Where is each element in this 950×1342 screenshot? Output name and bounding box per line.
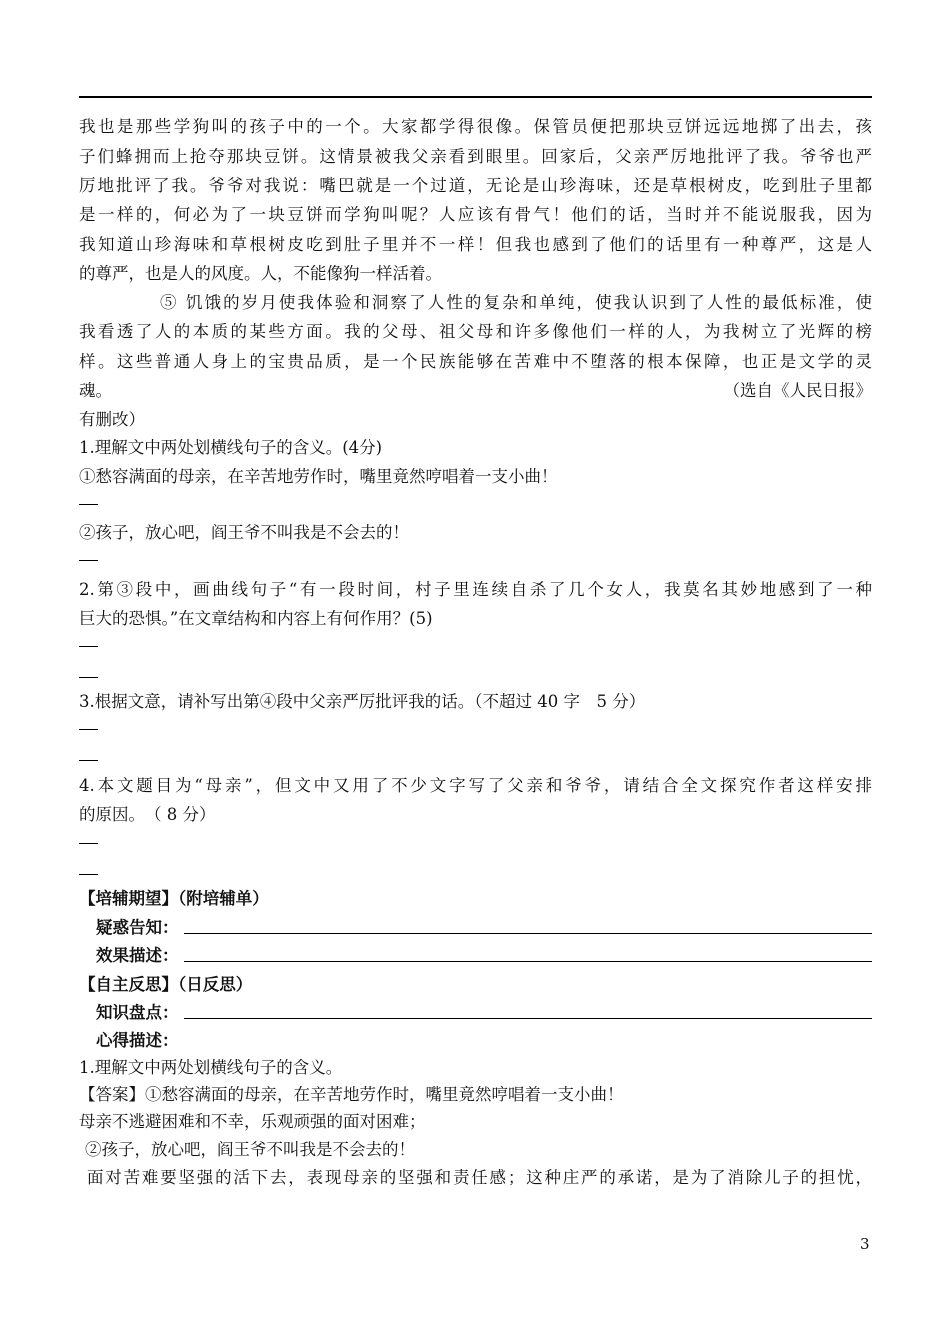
effect-label: 效果描述： — [96, 946, 179, 965]
answer-line[interactable] — [79, 646, 98, 647]
passage-line: 厉地批评了我。爷爷对我说：嘴巴就是一个过道，无论是山珍海味，还是草根树皮，吃到肚子里都 — [79, 176, 872, 195]
passage-line: 我看透了人的本质的某些方面。我的父母、祖父母和许多像他们一样的人，为我树立了光辉的榜 — [79, 322, 872, 341]
passage-line: 是一样的，何必为了一块豆饼而学狗叫呢？人应该有骨气！他们的话，当时并不能说服我，因为 — [79, 205, 872, 224]
insight-label: 心得描述： — [96, 1031, 179, 1050]
answer-line[interactable] — [79, 504, 98, 505]
answer-sentence-1: 【答案】①愁容满面的母亲，在辛苦地劳作时，嘴里竟然哼唱着一支小曲！ — [79, 1085, 624, 1104]
answer-title: 1.理解文中两处划横线句子的含义。 — [79, 1058, 343, 1077]
knowledge-field[interactable] — [184, 1018, 872, 1019]
tutoring-heading: 【培辅期望】（附培辅单） — [79, 889, 269, 908]
page-number: 3 — [860, 1235, 870, 1253]
header-rule — [79, 96, 872, 98]
answer-explanation-1: 母亲不逃避困难和不幸，乐观顽强的面对困难； — [79, 1112, 426, 1131]
doubts-field[interactable] — [184, 933, 872, 934]
question-3: 3.根据文意，请补写出第④段中父亲严厉批评我的话。（不超过 40 字 5 分） — [79, 692, 646, 711]
answer-line[interactable] — [79, 677, 98, 678]
knowledge-label: 知识盘点： — [96, 1003, 179, 1022]
question-2: 2.第③段中，画曲线句子“有一段时间，村子里连续自杀了几个女人，我莫名其妙地感到了一种 — [79, 580, 872, 599]
passage-line: 魂。 — [79, 381, 112, 400]
answer-line[interactable] — [79, 874, 98, 875]
source-citation-end: 有删改） — [79, 410, 145, 429]
answer-line[interactable] — [79, 843, 98, 844]
passage-line: 我也是那些学狗叫的孩子中的一个。大家都学得很像。保管员便把那块豆饼远远地掷了出去，孩 — [79, 117, 872, 136]
answer-line[interactable] — [79, 760, 98, 761]
question-2-cont: 巨大的恐惧。”在文章结构和内容上有何作用？(5) — [79, 609, 433, 628]
passage-line: 子们蜂拥而上抢夺那块豆饼。这情景被我父亲看到眼里。回家后，父亲严厉地批评了我。爷爷也严 — [79, 147, 872, 166]
source-citation: （选自《人民日报》 — [723, 381, 872, 400]
reflection-heading: 【自主反思】（日反思） — [79, 975, 253, 994]
passage-line: 样。这些普通人身上的宝贵品质，是一个民族能够在苦难中不堕落的根本保障，也正是文学的灵 — [79, 352, 872, 371]
question-1-sentence-1: ①愁容满面的母亲，在辛苦地劳作时，嘴里竟然哼唱着一支小曲！ — [79, 467, 558, 486]
answer-sentence-2: ②孩子，放心吧，阎王爷不叫我是不会去的！ — [85, 1140, 415, 1159]
passage-line: 我知道山珍海味和草根树皮吃到肚子里并不一样！但我也感到了他们的话里有一种尊严，这是人 — [79, 235, 872, 254]
passage-line: 的尊严，也是人的风度。人，不能像狗一样活着。 — [79, 264, 442, 283]
answer-line[interactable] — [79, 729, 98, 730]
passage-line: ⑤ 饥饿的岁月使我体验和洞察了人性的复杂和单纯，使我认识到了人性的最低标准，使 — [160, 293, 872, 312]
doubts-label: 疑惑告知： — [96, 918, 179, 937]
question-1-sentence-2: ②孩子，放心吧，阎王爷不叫我是不会去的！ — [79, 523, 409, 542]
question-1: 1.理解文中两处划横线句子的含义。(4分) — [79, 438, 383, 457]
question-4-cont: 的原因。 （ 8 分） — [79, 805, 216, 824]
answer-line[interactable] — [79, 560, 98, 561]
effect-field[interactable] — [184, 961, 872, 962]
question-4: 4.本文题目为“母亲”，但文中又用了不少文字写了父亲和爷爷，请结合全文探究作者这样安排 — [79, 776, 872, 795]
answer-explanation-2: 面对苦难要坚强的活下去，表现母亲的坚强和责任感；这种庄严的承诺，是为了消除儿子的担忧， — [87, 1168, 872, 1187]
